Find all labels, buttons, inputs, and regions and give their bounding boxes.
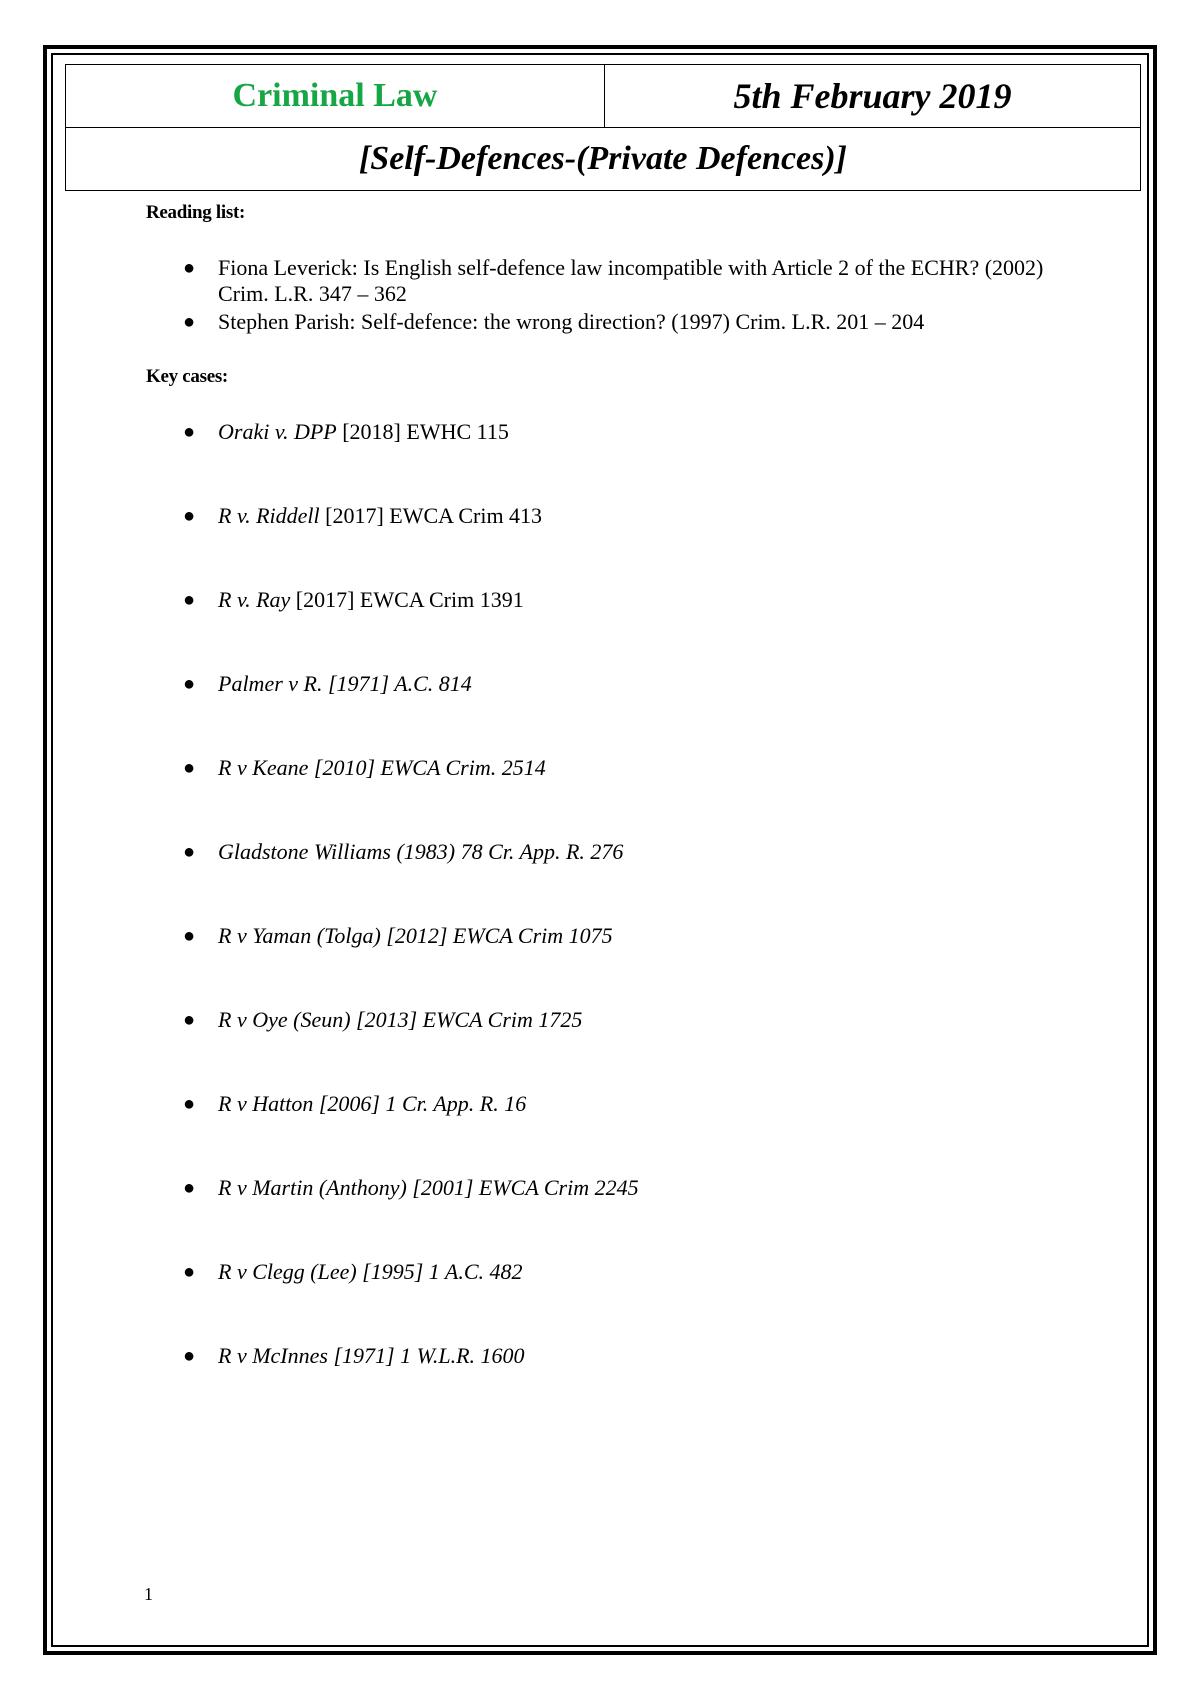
case-name: R v Martin (Anthony) [2001] EWCA Crim 2245 (218, 1175, 639, 1200)
case-name: R v. Riddell (218, 503, 320, 528)
course-title: Criminal Law (66, 65, 605, 128)
case-name: R v McInnes [1971] 1 W.L.R. 1600 (218, 1343, 525, 1368)
bullet-icon: ● (183, 257, 196, 279)
bullet-icon: ● (183, 1009, 196, 1031)
reading-list-heading: Reading list: (146, 202, 246, 223)
reading-list-item (183, 255, 1098, 307)
case-citation: [2017] EWCA Crim 1391 (290, 587, 524, 612)
bullet-icon: ● (183, 421, 196, 443)
bullet-icon: ● (183, 925, 196, 947)
bullet-icon: ● (183, 1093, 196, 1115)
case-list-item (183, 839, 1098, 923)
bullet-icon: ● (183, 505, 196, 527)
case-name: R v Clegg (Lee) [1995] 1 A.C. 482 (218, 1259, 523, 1284)
case-list-item (183, 503, 1098, 587)
case-list-item (183, 671, 1098, 755)
bullet-icon: ● (183, 673, 196, 695)
bullet-icon: ● (183, 841, 196, 863)
case-name: Oraki v. DPP (218, 419, 337, 444)
case-list-item (183, 419, 1098, 503)
case-citation: [2018] EWHC 115 (336, 419, 509, 444)
case-list-item (183, 587, 1098, 671)
case-list-item (183, 1175, 1098, 1259)
case-citation: [2017] EWCA Crim 413 (319, 503, 543, 528)
bullet-icon: ● (183, 589, 196, 611)
reading-list (183, 255, 1098, 337)
case-list-item (183, 1259, 1098, 1343)
reading-list-item (183, 309, 1098, 335)
case-list-item (183, 1007, 1098, 1091)
lecture-date: 5th February 2019 (605, 65, 1141, 128)
case-name: R v Keane [2010] EWCA Crim. 2514 (218, 755, 546, 780)
case-list-item (183, 1091, 1098, 1175)
reading-item-text: Stephen Parish: Self-defence: the wrong direction? (1997) Crim. L.R. 201 – 204 (218, 309, 925, 334)
case-list-item (183, 923, 1098, 1007)
case-name: Palmer v R. [1971] A.C. 814 (218, 671, 472, 696)
case-name: R v Yaman (Tolga) [2012] EWCA Crim 1075 (218, 923, 613, 948)
case-name: R v Hatton [2006] 1 Cr. App. R. 16 (218, 1091, 527, 1116)
reading-item-text: Fiona Leverick: Is English self-defence law incompatible with Article 2 of the ECHR? (2002) Crim. L.R. 347 – 362 (218, 255, 1044, 306)
case-name: Gladstone Williams (1983) 78 Cr. App. R. 276 (218, 839, 624, 864)
case-list-item (183, 1343, 1098, 1427)
key-cases-heading: Key cases: (146, 366, 228, 387)
topic-title: [Self-Defences-(Private Defences)] (66, 128, 1141, 191)
header-table (65, 64, 1141, 191)
bullet-icon: ● (183, 311, 196, 333)
bullet-icon: ● (183, 1345, 196, 1367)
case-name: R v Oye (Seun) [2013] EWCA Crim 1725 (218, 1007, 583, 1032)
case-list-item (183, 755, 1098, 839)
bullet-icon: ● (183, 757, 196, 779)
case-name: R v. Ray (218, 587, 291, 612)
page-number: 1 (144, 1584, 153, 1604)
bullet-icon: ● (183, 1261, 196, 1283)
key-cases-list (183, 419, 1098, 1427)
bullet-icon: ● (183, 1177, 196, 1199)
